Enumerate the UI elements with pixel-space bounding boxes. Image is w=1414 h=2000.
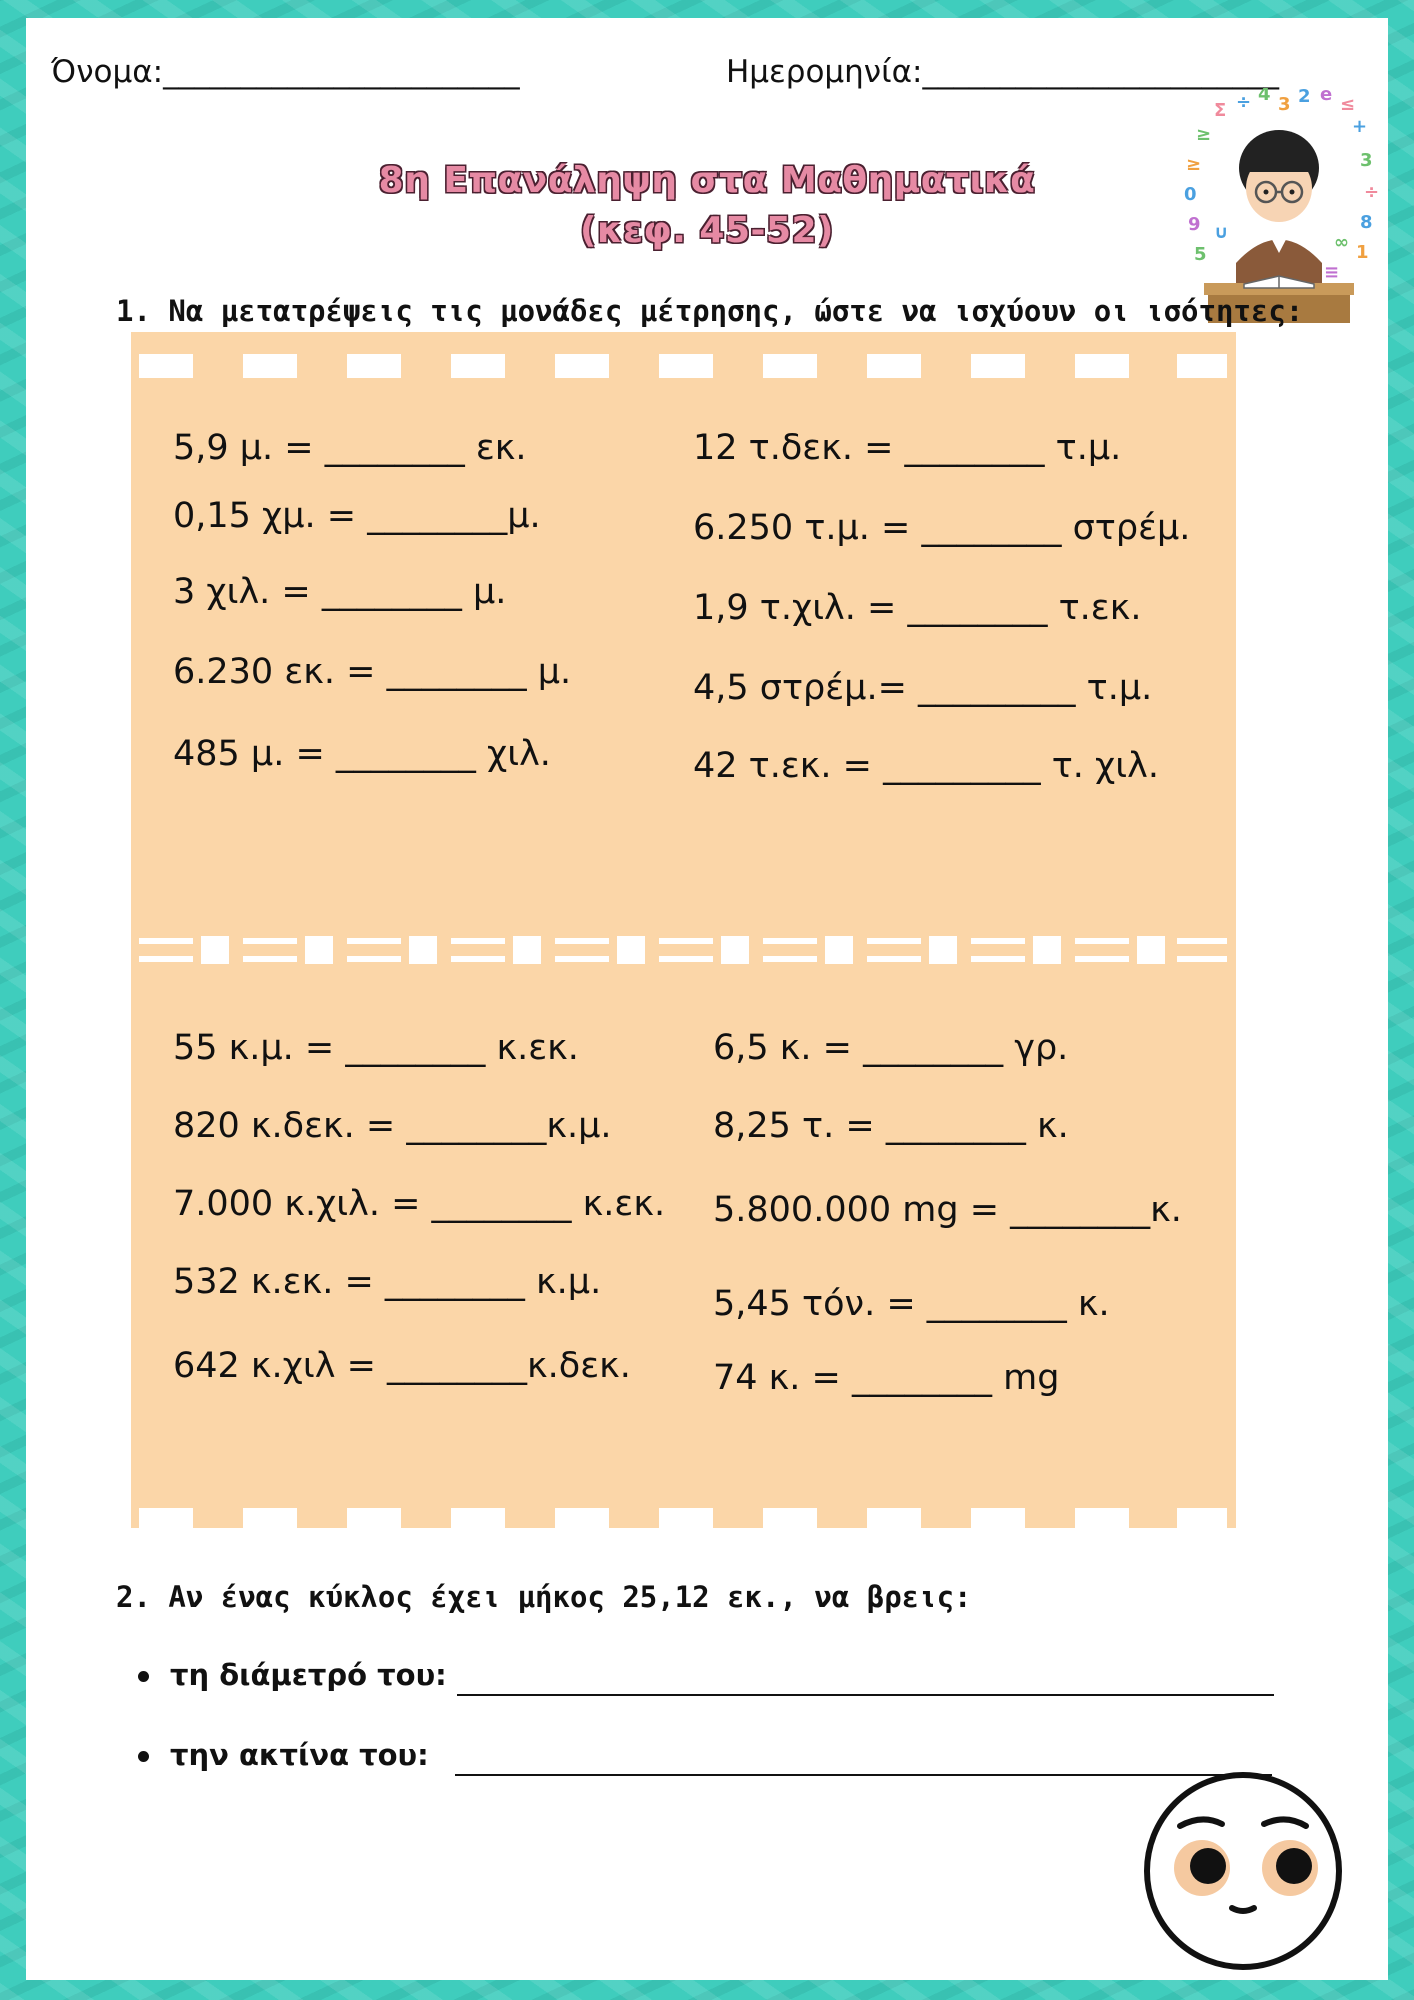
svg-text:e: e: [1320, 88, 1333, 105]
conversion-item[interactable]: 12 τ.δεκ. = ________ τ.μ.: [693, 428, 1122, 468]
conversion-item[interactable]: 0,15 χμ. = ________μ.: [173, 496, 541, 536]
question-2-label: 2. Αν ένας κύκλος έχει μήκος 25,12 εκ., να βρεις:: [116, 1580, 972, 1614]
conversion-item[interactable]: 5.800.000 mg = ________κ.: [713, 1190, 1182, 1230]
date-field[interactable]: Ημερομηνία:_______________________: [726, 54, 1279, 90]
conversion-item[interactable]: 5,45 τόν. = ________ κ.: [713, 1284, 1110, 1324]
svg-text:3: 3: [1360, 150, 1373, 171]
conversion-item[interactable]: 820 κ.δεκ. = ________κ.μ.: [173, 1106, 612, 1146]
name-field[interactable]: Όνομα:_______________________: [51, 54, 520, 90]
bullet-icon: [138, 1751, 149, 1762]
svg-text:3: 3: [1278, 94, 1291, 115]
radius-label: την ακτίνα του:: [170, 1738, 429, 1772]
svg-text:Σ: Σ: [1214, 100, 1227, 121]
svg-text:0: 0: [1184, 184, 1197, 205]
conversion-item[interactable]: 8,25 τ. = ________ κ.: [713, 1106, 1069, 1146]
conversion-item[interactable]: 6.250 τ.μ. = ________ στρέμ.: [693, 508, 1191, 548]
conversion-item[interactable]: 532 κ.εκ. = ________ κ.μ.: [173, 1262, 602, 1302]
worksheet-subtitle: (κεφ. 45-52): [579, 210, 835, 251]
top-notch-row: [131, 354, 1236, 382]
svg-text:∪: ∪: [1214, 222, 1229, 243]
svg-text:≤: ≤: [1340, 94, 1356, 115]
svg-text:2: 2: [1298, 88, 1311, 107]
bottom-notch-row: [131, 1508, 1236, 1536]
svg-text:∞: ∞: [1334, 232, 1349, 253]
svg-text:9: 9: [1188, 214, 1201, 235]
svg-text:≡: ≡: [1324, 262, 1340, 283]
worksheet-title: 8η Επανάληψη στα Μαθηματικά: [378, 160, 1036, 201]
conversion-item[interactable]: 6.230 εκ. = ________ μ.: [173, 652, 572, 692]
conversion-item[interactable]: 3 χιλ. = ________ μ.: [173, 572, 507, 612]
middle-divider: [131, 930, 1236, 974]
conversion-item[interactable]: 7.000 κ.χιλ. = ________ κ.εκ.: [173, 1184, 666, 1224]
svg-text:8: 8: [1360, 212, 1373, 233]
conversion-item[interactable]: 485 μ. = ________ χιλ.: [173, 734, 551, 774]
svg-text:1: 1: [1356, 242, 1369, 263]
diameter-answer-line[interactable]: [457, 1694, 1274, 1696]
svg-text:≥: ≥: [1196, 124, 1212, 145]
conversion-item[interactable]: 74 κ. = ________ mg: [713, 1358, 1060, 1398]
smiley-face-icon: [1140, 1768, 1346, 1974]
conversion-item[interactable]: 1,9 τ.χιλ. = ________ τ.εκ.: [693, 588, 1142, 628]
conversion-item[interactable]: 55 κ.μ. = ________ κ.εκ.: [173, 1028, 579, 1068]
svg-text:÷: ÷: [1364, 182, 1380, 203]
diameter-label: τη διάμετρό του:: [170, 1658, 447, 1692]
conversion-item[interactable]: 5,9 μ. = ________ εκ.: [173, 428, 527, 468]
svg-text:4: 4: [1258, 88, 1271, 105]
student-studying-icon: [1174, 88, 1384, 328]
conversion-item[interactable]: 642 κ.χιλ = ________κ.δεκ.: [173, 1346, 631, 1386]
conversion-item[interactable]: 6,5 κ. = ________ γρ.: [713, 1028, 1069, 1068]
conversion-panel: [131, 332, 1236, 1528]
question-1-label: 1. Να μετατρέψεις τις μονάδες μέτρησης, ώστε να ισχύουν οι ισότητες:: [116, 294, 1304, 328]
svg-text:+: +: [1352, 116, 1368, 137]
svg-text:5: 5: [1194, 244, 1207, 265]
bullet-icon: [138, 1671, 149, 1682]
worksheet-page: [26, 18, 1388, 1980]
conversion-item[interactable]: 42 τ.εκ. = _________ τ. χιλ.: [693, 746, 1159, 786]
svg-text:÷: ÷: [1236, 92, 1252, 113]
conversion-item[interactable]: 4,5 στρέμ.= _________ τ.μ.: [693, 668, 1153, 708]
svg-text:≥: ≥: [1186, 154, 1202, 175]
